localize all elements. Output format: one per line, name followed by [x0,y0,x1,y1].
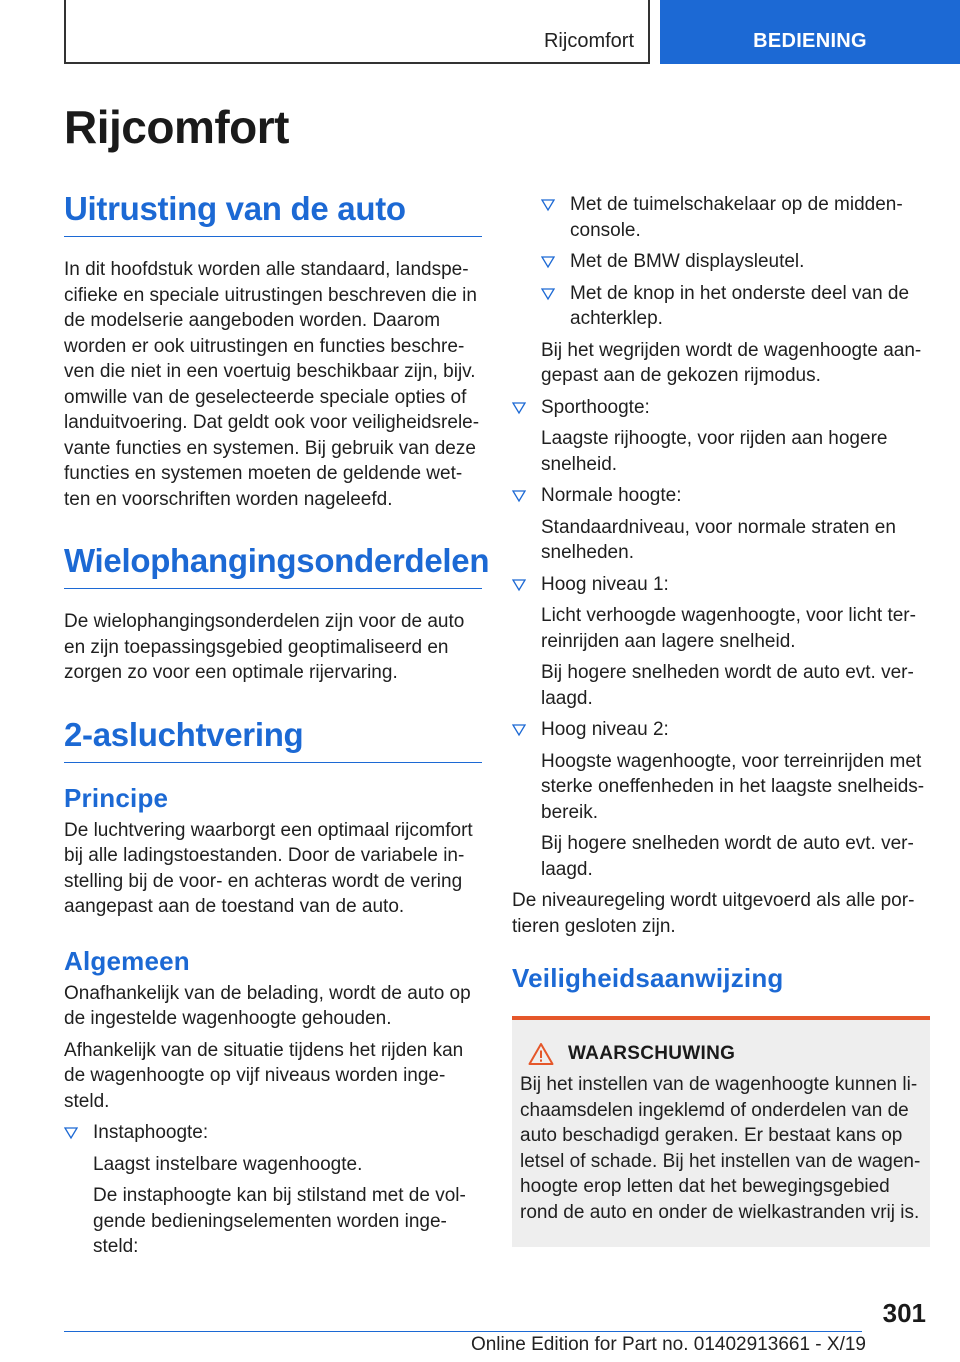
warning-text: Bij het instellen van de wagenhoogte kunnen li-chaamsdelen ingeklemd of onderdelen van de auto beschadigd geraken. Er bestaat kans op letsel of schade. Bij het instellen van de wagen-hoogte erop letten dat het bewegingsgebied rond de auto en onder de wielkastranden vrij is. [520,1074,921,1223]
triangle-bullet-icon [512,489,526,503]
page-number: 301 [882,1298,926,1328]
list-item-sport-height [512,395,930,478]
nested-list [541,192,930,332]
triangle-bullet-icon [541,287,555,301]
list-item-label: Normale hoogte: [541,485,682,506]
warning-triangle-icon [528,1042,554,1066]
footer-edition: Online Edition for Part no. 01402913661 - X/19 [470,1334,866,1355]
right-column [512,192,930,1247]
triangle-bullet-icon [512,401,526,415]
list-item-label: Hoog niveau 1: [541,573,669,595]
list-item-label: Sporthoogte: [541,396,650,418]
list-item-detail: Laagst instelbare wagenhoogte. [93,1153,363,1175]
list-item-detail: Bij het wegrijden wordt de wagenhoogte aan-gepast aan de gekozen rijmodus. [541,339,922,386]
nested-list-item-text: Met de knop in het onderste deel van de achterklep. [570,282,910,329]
list-item-high-level-2 [512,717,930,882]
heading-principle: Principe [64,782,169,813]
paragraph-equipment: In dit hoofdstuk worden alle standaard, landspe-cifieke en speciale uitrustingen beschreven die in de modelserie aangeboden worden. Daarom worden er ook uitrustingen en functies beschre-ven die niet in een voertuig beschikbaar zijn, bijv. omwille van de geselecteerde speciale opties of landuitvoering. Dat geldt ook voor veiligheidsrele-vante functies en systemen. Bij gebruik van deze functies en systemen moeten de geldende wet-ten en voorschriften worden nageleefd. [64,259,480,510]
header-chapter-tab[interactable]: BEDIENING [660,0,960,64]
nested-list-item [541,249,930,275]
paragraph-level-control: De niveauregeling wordt uitgevoerd als alle por-tieren gesloten zijn. [512,890,915,937]
nested-list-item-text: Met de BMW displaysleutel. [570,251,805,272]
list-item-label: Hoog niveau 2: [541,719,669,740]
nested-list-item [541,281,930,332]
list-item-normal-height [512,483,930,566]
list-item-detail: Laagste rijhoogte, voor rijden aan hogere snelheid. [541,428,888,475]
list-item-detail: Standaardniveau, voor normale straten en snelheden. [541,516,896,563]
list-item-detail: Bij hogere snelheden wordt de auto evt. ver-laagd. [541,833,914,880]
paragraph-principle: De luchtvering waarborgt een optimaal rijcomfort bij alle ladingstoestanden. Door de variabele in-stelling bij de voor- en achteras wordt de vering aangepast aan de toestand van de auto. [64,819,473,917]
paragraph-suspension-components: De wielophangingsonderdelen zijn voor de auto en zijn toepassingsgebied geoptimaliseerd en zorgen zo voor een optimale rijervaring. [64,611,465,683]
nested-list-item-text: Met de tuimelschakelaar op de midden-console. [570,194,903,241]
nested-list-item [541,192,930,243]
list-item-high-level-1 [512,572,930,712]
triangle-bullet-icon [512,578,526,592]
list-item-detail: Bij hogere snelheden wordt de auto evt. ver-laagd. [541,662,914,709]
warning-title: WAARSCHUWING [568,1043,736,1064]
triangle-bullet-icon [64,1126,78,1140]
heading-general: Algemeen [64,945,190,976]
warning-header [520,1042,922,1066]
warning-box [512,1016,930,1247]
triangle-bullet-icon [541,255,555,269]
triangle-bullet-icon [512,723,526,737]
heading-safety-notice: Veiligheidsaanwijzing [512,963,784,993]
footer-divider [64,1331,862,1332]
header-section-title: Rijcomfort [543,30,634,52]
entry-height-continued [512,192,930,389]
triangle-bullet-icon [541,198,555,212]
list-item-detail: Hoogste wagenhoogte, voor terreinrijden met sterke oneffenheden in het laagste snelheids-bereik. [541,750,925,823]
heading-suspension-components: Wielophangingsonderdelen [64,542,482,589]
paragraph-general-1: Onafhankelijk van de belading, wordt de auto op de ingestelde wagenhoogte gehouden. [64,982,471,1029]
list-item-entry-height [64,1120,482,1260]
list-item-detail: De instaphoogte kan bij stilstand met de vol-gende bedieningselementen worden inge-steld: [93,1185,466,1257]
page-title: Rijcomfort [64,101,289,153]
list-item-label: Instaphoogte: [93,1122,209,1143]
list-item-detail: Licht verhoogde wagenhoogte, voor licht ter-reinrijden aan lagere snelheid. [541,605,916,652]
paragraph-general-2: Afhankelijk van de situatie tijdens het rijden kan de wagenhoogte op vijf niveaus worden inge-steld. [64,1039,464,1112]
header-section-box [64,0,650,64]
heading-equipment: Uitrusting van de auto [64,190,482,237]
left-column [64,190,490,1266]
heading-air-suspension: 2-asluchtvering [64,716,482,763]
